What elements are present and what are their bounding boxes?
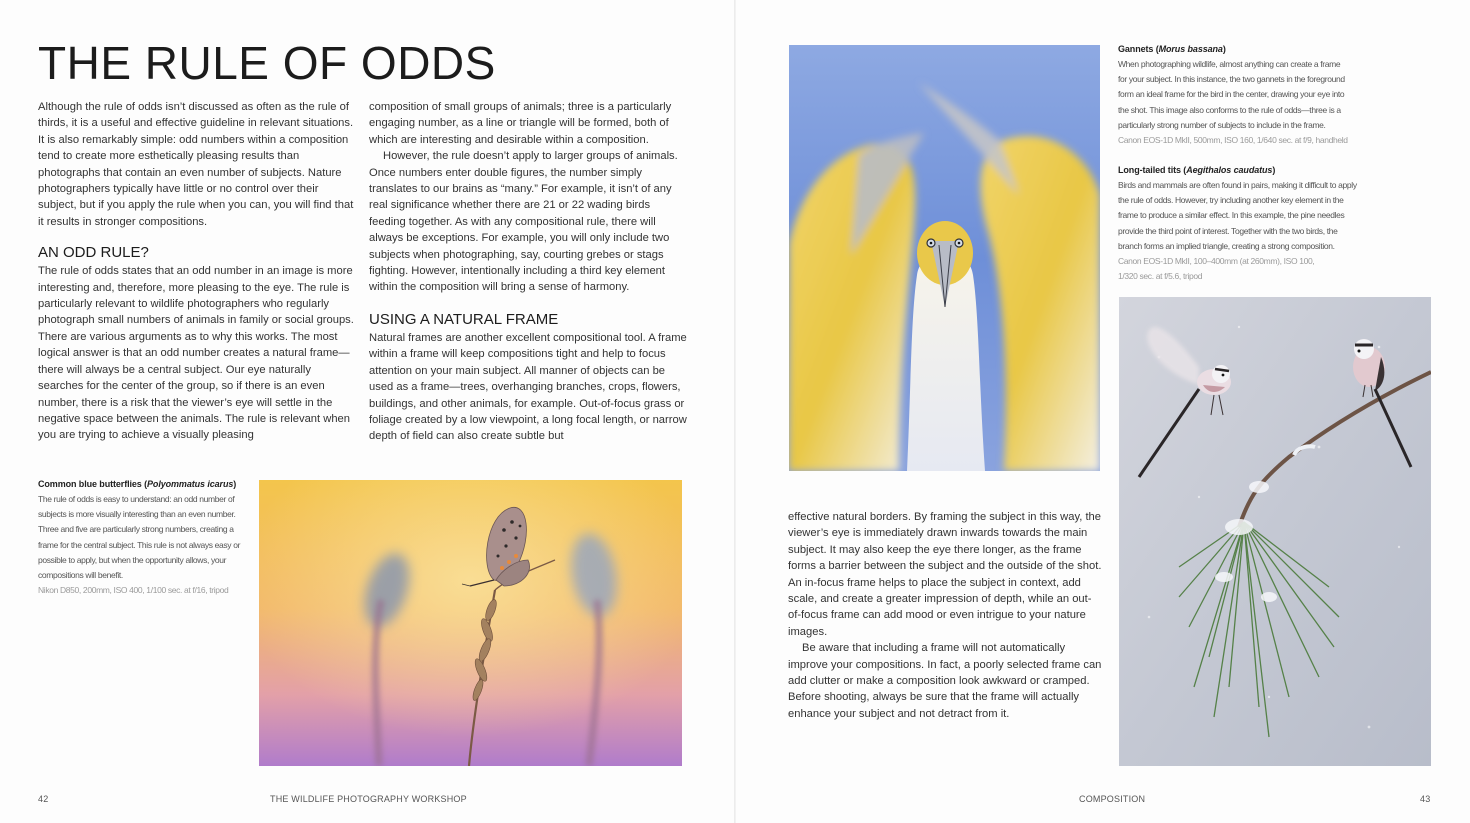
- body-paragraph: effective natural borders. By framing the subject in this way, the viewer’s eye is immediately drawn inwards towards the main subject. It may also keep the eye there longer, as the frame forms a barrier between the subject and the outside of the shot. An in-focus frame helps to place the subject in context, add scale, and create a greater impression of depth, while an out-of-focus frame can add mood or even intrigue to your nature images.: [788, 511, 1102, 638]
- caption-tech-specs: Canon EOS-1D MkII, 100–400mm (at 260mm), ISO 100, 1/320 sec. at f/5.6, tripod: [1118, 256, 1315, 282]
- gannet-photo: [789, 45, 1100, 471]
- caption-title: Common blue butterflies (Polyommatus icarus): [38, 479, 237, 489]
- caption-butterflies: [38, 478, 250, 598]
- body-column-left: [38, 99, 356, 444]
- caption-body: When photographing wildlife, almost anything can create a frame for your subject. In this instance, the two gannets in the foreground form an ideal frame for the bird in the center, drawing your eye into the shot. This image also conforms to the rule of odds—three is a particularly strong number of subjects to include in the frame.: [1118, 59, 1345, 130]
- running-footer-section: COMPOSITION: [1079, 794, 1146, 804]
- running-footer-book-title: THE WILDLIFE PHOTOGRAPHY WORKSHOP: [270, 794, 467, 804]
- intro-paragraph: Although the rule of odds isn’t discussed as often as the rule of thirds, it is a useful and effective guideline in relevant situations. It is also remarkably simple: odd numbers within a composition tend to create more esthetically pleasing results than photographs that contain an even number of subjects. Nature photographers typically have little or no control over their subject, but if you apply the rule when you can, you will find that it results in stronger compositions.: [38, 101, 354, 228]
- heading-natural-frame: USING A NATURAL FRAME: [369, 310, 559, 328]
- butterfly-photo: [259, 480, 682, 766]
- body-paragraph: composition of small groups of animals; three is a particularly engaging number, as a line or triangle will be formed, both of which are interesting and desirable within a composition.: [369, 101, 672, 146]
- caption-long-tailed-tits: [1118, 164, 1358, 284]
- body-paragraph: However, the rule doesn’t apply to larger groups of animals. Once numbers enter double figures, the number simply translates to our brains as “many.” For example, it isn’t of any real significance whether there are 21 or 22 wading birds feeding together. As with any compositional rule, there will always be exceptions. For example, you will only include two subjects when photographing, say, courting grebes or stags fighting. However, intentionally including a third key element within the composition will bring a sense of harmony.: [369, 150, 678, 294]
- caption-title: Long-tailed tits (Aegithalos caudatus): [1118, 165, 1276, 175]
- body-paragraph: Natural frames are another excellent compositional tool. A frame within a frame will keep compositions tight and help to focus attention on your main subject. All manner of objects can be used as a frame—trees, overhanging branches, crops, flowers, buildings, and other animals, for example. Out-of-focus grass or foliage created by a low viewpoint, a long focal length, or narrow depth of field can also create subtle but: [369, 331, 687, 443]
- body-column-right: [788, 509, 1102, 722]
- body-paragraph: The rule of odds states that an odd number in an image is more interesting and, therefore, more pleasing to the eye. The rule is particularly relevant to wildlife photographers who regularly photograph small numbers of animals in family or social groups. There are various arguments as to why this works. The most logical answer is that an odd number creates a natural frame—there will always be a central subject. Our eye naturally searches for the center of the group, so if there is an even number, there is a risk that the viewer’s eye will settle in the negative space between the animals. The rule is relevant when you are trying to achieve a visually pleasing: [38, 265, 354, 442]
- page-number-left: 42: [38, 794, 49, 804]
- caption-body: Birds and mammals are often found in pairs, making it difficult to apply the rule of odds. However, try including another key element in the frame to produce a similar effect. In this example, the pine needles provide the third point of interest. Together with the two birds, the branch forms an implied triangle, creating a strong composition.: [1118, 180, 1357, 251]
- body-paragraph: Be aware that including a frame will not automatically improve your compositions. In fact, a poorly selected frame can add clutter or make a composition look awkward or cramped. Before shooting, always be sure that the frame will actually enhance your subject and not detract from it.: [788, 642, 1102, 720]
- long-tailed-tit-photo: [1119, 297, 1431, 766]
- caption-gannets: [1118, 43, 1358, 148]
- page-number-right: 43: [1420, 794, 1431, 804]
- caption-title: Gannets (Morus bassana): [1118, 44, 1226, 54]
- caption-body: The rule of odds is easy to understand: an odd number of subjects is more visually interesting than an even number. Three and five are particularly strong numbers, creating a frame for the central subject. This rule is not always easy or possible to apply, but when the opportunity allows, your compositions will benefit.: [38, 494, 241, 581]
- body-column-middle: [369, 99, 687, 445]
- caption-tech-specs: Nikon D850, 200mm, ISO 400, 1/100 sec. at f/16, tripod: [38, 585, 229, 596]
- page-title: THE RULE OF ODDS: [38, 37, 496, 89]
- heading-odd-rule: AN ODD RULE?: [38, 244, 149, 262]
- caption-tech-specs: Canon EOS-1D MkII, 500mm, ISO 160, 1/640 sec. at f/9, handheld: [1118, 135, 1348, 146]
